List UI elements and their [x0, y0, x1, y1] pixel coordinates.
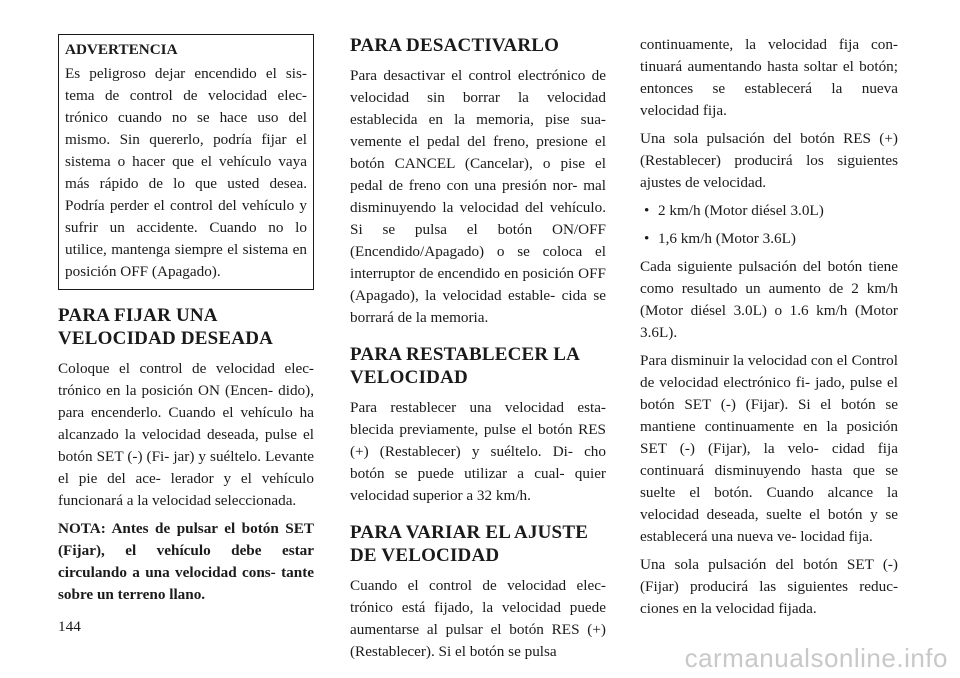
heading-resume-line1: PARA RESTABLECER LA: [350, 344, 581, 365]
column-right: [640, 34, 898, 626]
deactivate-body: Para desactivar el control electrónico de velocidad sin borrar la velocidad establecida en la memoria, pise sua- vemente el pedal del freno, presione el botón CANCEL (Cancelar), o pise el pedal de freno con una presión nor- mal disminuyendo la velocidad del vehículo. Si se pulsa el botón ON/OFF (Encendido/Apagado) o se coloca el interruptor de encendido en posición OFF (Apagado), la velocidad estable- cida se borrará de la memoria.: [350, 67, 606, 326]
watermark: carmanualsonline.info: [684, 643, 948, 673]
vary-body: Cuando el control de velocidad elec- trónico está fijado, la velocidad puede aumentarse al pulsar el botón RES (+) (Restablecer). Si el botón se pulsa: [350, 577, 606, 660]
heading-vary-line2: DE VELOCIDAD: [350, 545, 500, 566]
resume-body: Para restablecer una velocidad esta- blecida previamente, pulse el botón RES (+) (Restablecer) y suéltelo. Di- cho botón se puede utilizar a cual- quier velocidad superior a 32 km/h.: [350, 399, 606, 504]
heading-set-speed: [58, 304, 314, 350]
list-item: • 1,6 km/h (Motor 3.6L): [658, 228, 898, 250]
warning-box: [58, 34, 314, 290]
vary-continued: continuamente, la velocidad fija con- tinuará aumentando hasta soltar el botón; entonces se establecerá la nueva velocidad fija.: [640, 36, 898, 119]
column-left: [58, 34, 314, 612]
heading-resume-line2: VELOCIDAD: [350, 367, 468, 388]
column-middle: [350, 34, 606, 669]
single-press-res: Una sola pulsación del botón RES (+) (Restablecer) producirá los siguientes ajustes de velocidad.: [640, 130, 898, 191]
page-number: 144: [58, 618, 81, 635]
heading-vary: [350, 521, 606, 567]
warning-text: Es peligroso dejar encendido el sis- tema de control de velocidad elec- trónico cuando no se hace uso del mismo. Sin quererlo, podría fijar el sistema o hacer que el vehículo vaya más rápido de lo que usted desea. Podría perder el control del vehículo y sufrir un accidente. Cuando no lo utilice, mantenga siempre el sistema en posición OFF (Apagado).: [65, 65, 307, 280]
set-speed-body: Coloque el control de velocidad elec- trónico en la posición ON (Encen- dido), para encenderlo. Cuando el vehículo ha alcanzado la velocidad deseada, pulse el botón SET (-) (Fi- jar) y suéltelo. Levante el pie del ace- lerador y el vehículo funcionará a la velocidad seleccionada.: [58, 360, 314, 509]
speed-adjust-list: [640, 200, 898, 250]
each-press-text: Cada siguiente pulsación del botón tiene como resultado un aumento de 2 km/h (Motor diésel 3.0L) o 1.6 km/h (Motor 3.6L).: [640, 258, 898, 341]
list-item: • 2 km/h (Motor diésel 3.0L): [658, 200, 898, 222]
warning-title: ADVERTENCIA: [65, 41, 178, 58]
decrease-text: Para disminuir la velocidad con el Control de velocidad electrónico fi- jado, pulse el botón SET (-) (Fijar). Si el botón se mantiene continuamente en la posición SET (-) (Fijar), la velo- cidad fija continuará disminuyendo hasta que se suelte el botón. Cuando alcance la velocidad deseada, suelte el botón y se establecerá una nueva ve- locidad fija.: [640, 352, 898, 545]
heading-set-speed-line2: VELOCIDAD DESEADA: [58, 328, 274, 349]
heading-vary-line1: PARA VARIAR EL AJUSTE: [350, 522, 589, 543]
single-press-set: Una sola pulsación del botón SET (-) (Fijar) producirá las siguientes reduc- ciones en la velocidad fijada.: [640, 556, 898, 617]
set-speed-note: NOTA: Antes de pulsar el botón SET (Fijar), el vehículo debe estar circulando a una velocidad cons- tante sobre un terreno llano.: [58, 520, 314, 603]
heading-resume: [350, 343, 606, 389]
heading-set-speed-line1: PARA FIJAR UNA: [58, 305, 218, 326]
heading-deactivate: PARA DESACTIVARLO: [350, 35, 560, 56]
